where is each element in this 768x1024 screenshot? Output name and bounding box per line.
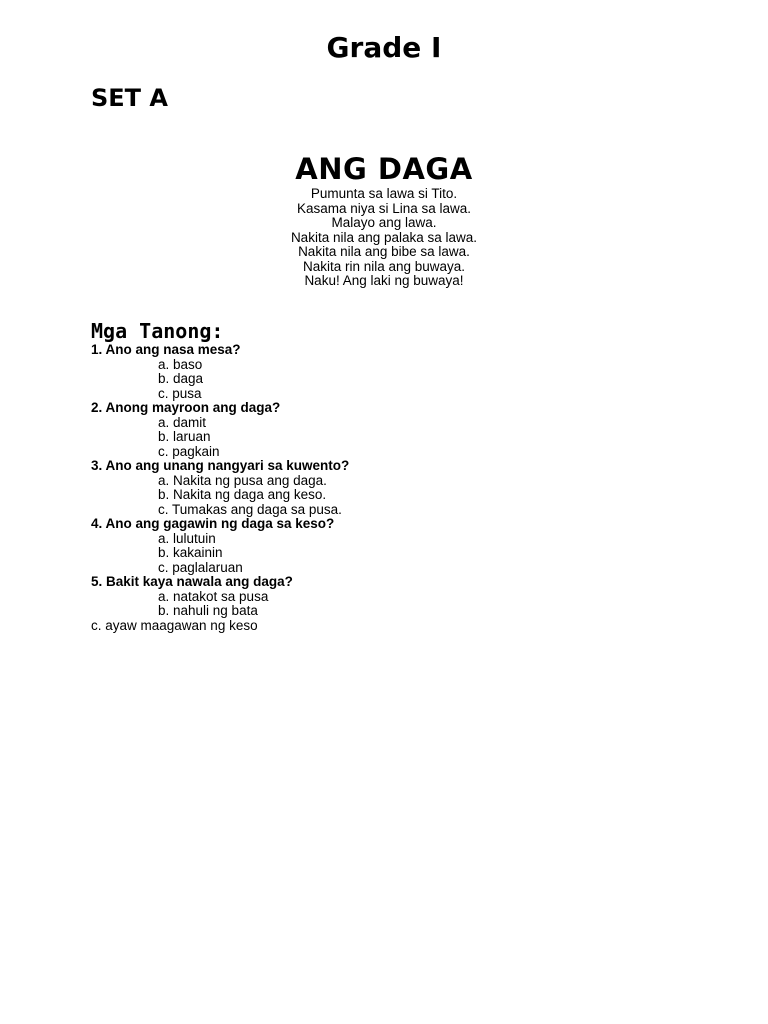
questions-list	[91, 343, 691, 633]
question-text: 5. Bakit kaya nawala ang daga?	[91, 574, 293, 589]
question-text: 2. Anong mayroon ang daga?	[91, 400, 281, 415]
question-3	[91, 459, 691, 517]
story-title: ANG DAGA	[295, 152, 473, 186]
choice-b: b. kakainin	[158, 545, 223, 560]
story-line: Nakita nila ang palaka sa lawa.	[290, 229, 478, 245]
question-2	[91, 401, 691, 459]
question-text: 3. Ano ang unang nangyari sa kuwento?	[91, 458, 350, 473]
story-line: Pumunta sa lawa si Tito.	[310, 186, 458, 201]
choice-c: c. ayaw maagawan ng keso	[91, 617, 258, 633]
choice-a: a. baso	[158, 356, 203, 372]
story-line: Nakita rin nila ang buwaya.	[302, 258, 466, 274]
set-label: SET A	[91, 84, 168, 112]
story-text	[0, 187, 768, 289]
grade-title: Grade I	[326, 31, 442, 64]
question-4	[91, 517, 691, 575]
question-5	[91, 575, 691, 633]
choice-b: b. Nakita ng daga ang keso.	[158, 487, 327, 502]
choice-a: a. natakot sa pusa	[158, 588, 269, 604]
question-text: 1. Ano ang nasa mesa?	[91, 342, 241, 357]
question-text: 4. Ano ang gagawin ng daga sa keso?	[91, 516, 335, 531]
choice-a: a. damit	[158, 414, 207, 430]
story-line: Kasama niya si Lina sa lawa.	[296, 200, 472, 216]
choice-c: c. pusa	[158, 385, 202, 401]
choice-c: c. pagkain	[158, 443, 220, 459]
story-line: Nakita nila ang bibe sa lawa.	[298, 244, 470, 259]
choice-b: b. nahuli ng bata	[158, 603, 258, 618]
question-1	[91, 343, 691, 401]
choice-c: c. paglalaruan	[158, 559, 243, 575]
story-line: Malayo ang lawa.	[331, 215, 437, 230]
choice-b: b. daga	[158, 371, 204, 386]
story-line: Naku! Ang laki ng buwaya!	[304, 273, 464, 288]
choice-c: c. Tumakas ang daga sa pusa.	[158, 501, 342, 517]
choice-a: a. Nakita ng pusa ang daga.	[158, 472, 327, 488]
choice-a: a. lulutuin	[158, 530, 216, 546]
questions-heading: Mga Tanong:	[91, 319, 224, 343]
choice-b: b. laruan	[158, 429, 211, 444]
